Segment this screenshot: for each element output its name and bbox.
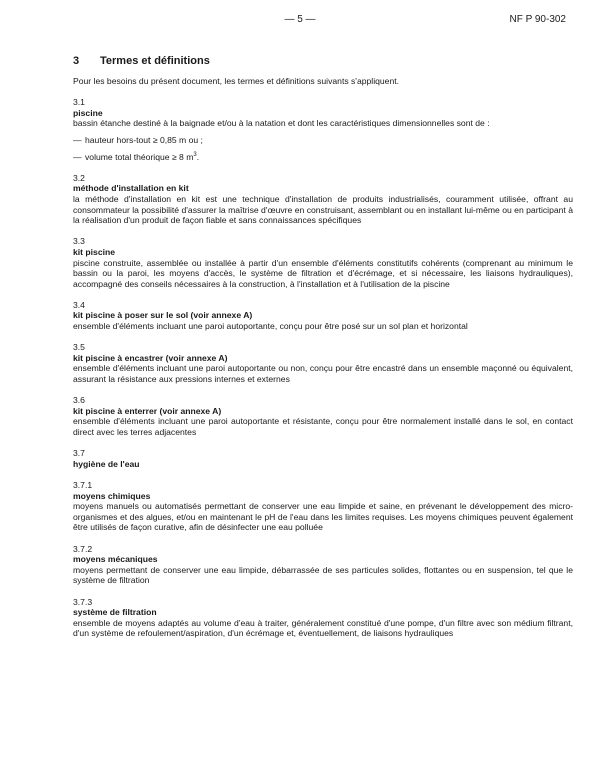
superscript: 3 — [193, 151, 197, 158]
entry-term: piscine — [73, 107, 103, 118]
entry-term: moyens chimiques — [73, 490, 151, 501]
entry-definition: bassin étanche destiné à la baignade et/ou à la natation et dont les caractéristiques dimensionnelles sont de : — [73, 118, 490, 129]
definition-entry — [73, 395, 573, 437]
definition-entry — [73, 597, 573, 639]
entry-definition: moyens permettant de conserver une eau limpide, débarrassée de ses particules solides, flottantes ou en suspension, tel que le système de filtration — [73, 564, 573, 586]
entry-number: 3.5 — [73, 342, 85, 353]
entry-term: moyens mécaniques — [73, 554, 158, 565]
bullet-item — [73, 152, 573, 163]
entry-number: 3.7.2 — [73, 543, 93, 554]
entry-definition: moyens manuels ou automatisés permettant de conserver une eau limpide et saine, en prévenant le développement des micro-organismes et des algues, et/ou en maintenant le pH de l'eau dans les limites requises. Les moyens chimiques peuvent également être utilisés de façon curative, afin de désinfecter une eau polluée — [73, 501, 573, 533]
bullet-text: volume total théorique ≥ 8 m — [85, 151, 194, 162]
definition-entry — [73, 300, 573, 332]
definition-entry — [73, 544, 573, 586]
section-intro: Pour les besoins du présent document, les termes et définitions suivants s'appliquent. — [73, 75, 400, 86]
entry-number: 3.2 — [73, 172, 85, 183]
definition-entry — [73, 448, 573, 469]
page-number: — 5 — — [284, 14, 316, 25]
entry-term: hygiène de l'eau — [73, 458, 140, 469]
definition-entry — [73, 480, 573, 533]
section-number: 3 — [73, 55, 80, 67]
definition-entry — [73, 173, 573, 226]
entry-term: kit piscine — [73, 246, 116, 257]
standard-reference: NF P 90-302 — [509, 14, 566, 25]
entry-definition: piscine construite, assemblée ou installée à partir d'un ensemble d'éléments constitutifs cohérents (comprenant au minimum le bassin ou la paroi, les moyens d'accès, le système de filtration et d'écrémage, et si nécessaire, les liaisons hydrauliques), accompagné des conseils nécessaires à la construction, à l'installation et à l'utilisation de la piscine — [73, 257, 573, 289]
entry-number: 3.6 — [73, 395, 85, 406]
entry-number: 3.4 — [73, 299, 85, 310]
entry-definition: ensemble de moyens adaptés au volume d'eau à traiter, généralement constitué d'une pompe, d'un filtre avec son médium filtrant, d'un système de refoulement/aspiration, d'un écrémage et, éventuellement, de liaisons hydrauliques — [73, 617, 573, 639]
entry-definition: ensemble d'éléments incluant une paroi autoportante, conçu pour être posé sur un sol plan et horizontal — [73, 321, 468, 332]
entry-number: 3.7.3 — [73, 596, 93, 607]
entry-definition: ensemble d'éléments incluant une paroi autoportante et résistante, conçu pour être normalement installé dans le sol, en contact direct avec les terres adjacentes — [73, 416, 573, 437]
entry-number: 3.7.1 — [73, 479, 93, 490]
entry-term: kit piscine à poser sur le sol (voir annexe A) — [73, 310, 253, 321]
definition-entry — [73, 342, 573, 384]
bullet-suffix: . — [196, 151, 200, 162]
entry-term: système de filtration — [73, 607, 157, 618]
entry-term: méthode d'installation en kit — [73, 183, 189, 194]
bullet-dash: — — [73, 134, 82, 145]
bullet-item — [73, 135, 573, 146]
entry-definition: la méthode d'installation en kit est une technique d'installation de produits industrialisés, couramment utilisée, offrant au consommateur la possibilité d'assurer la maîtrise d'œuvre en construisant, assemblant ou en installant lui-même ou en participant à la réalisation d'un produit de façon fiable et sans connaissances spécifiques — [73, 193, 573, 226]
section-heading — [73, 56, 573, 67]
bullet-dash: — — [73, 151, 82, 162]
definition-entry — [73, 236, 573, 289]
entry-term: kit piscine à enterrer (voir annexe A) — [73, 405, 222, 416]
entry-definition: ensemble d'éléments incluant une paroi autoportante ou non, conçu pour être encastré dans un ensemble maçonné ou équivalent, assurant la résistance aux pressions internes et externes — [73, 363, 573, 385]
section-title: Termes et définitions — [100, 55, 210, 67]
definition-entry — [73, 97, 573, 162]
bullet-text: hauteur hors-tout ≥ 0,85 m ou ; — [85, 134, 203, 145]
entry-number: 3.3 — [73, 236, 85, 247]
entry-number: 3.1 — [73, 97, 85, 108]
entry-number: 3.7 — [73, 448, 85, 459]
document-body — [73, 56, 573, 649]
entry-term: kit piscine à encastrer (voir annexe A) — [73, 352, 228, 363]
